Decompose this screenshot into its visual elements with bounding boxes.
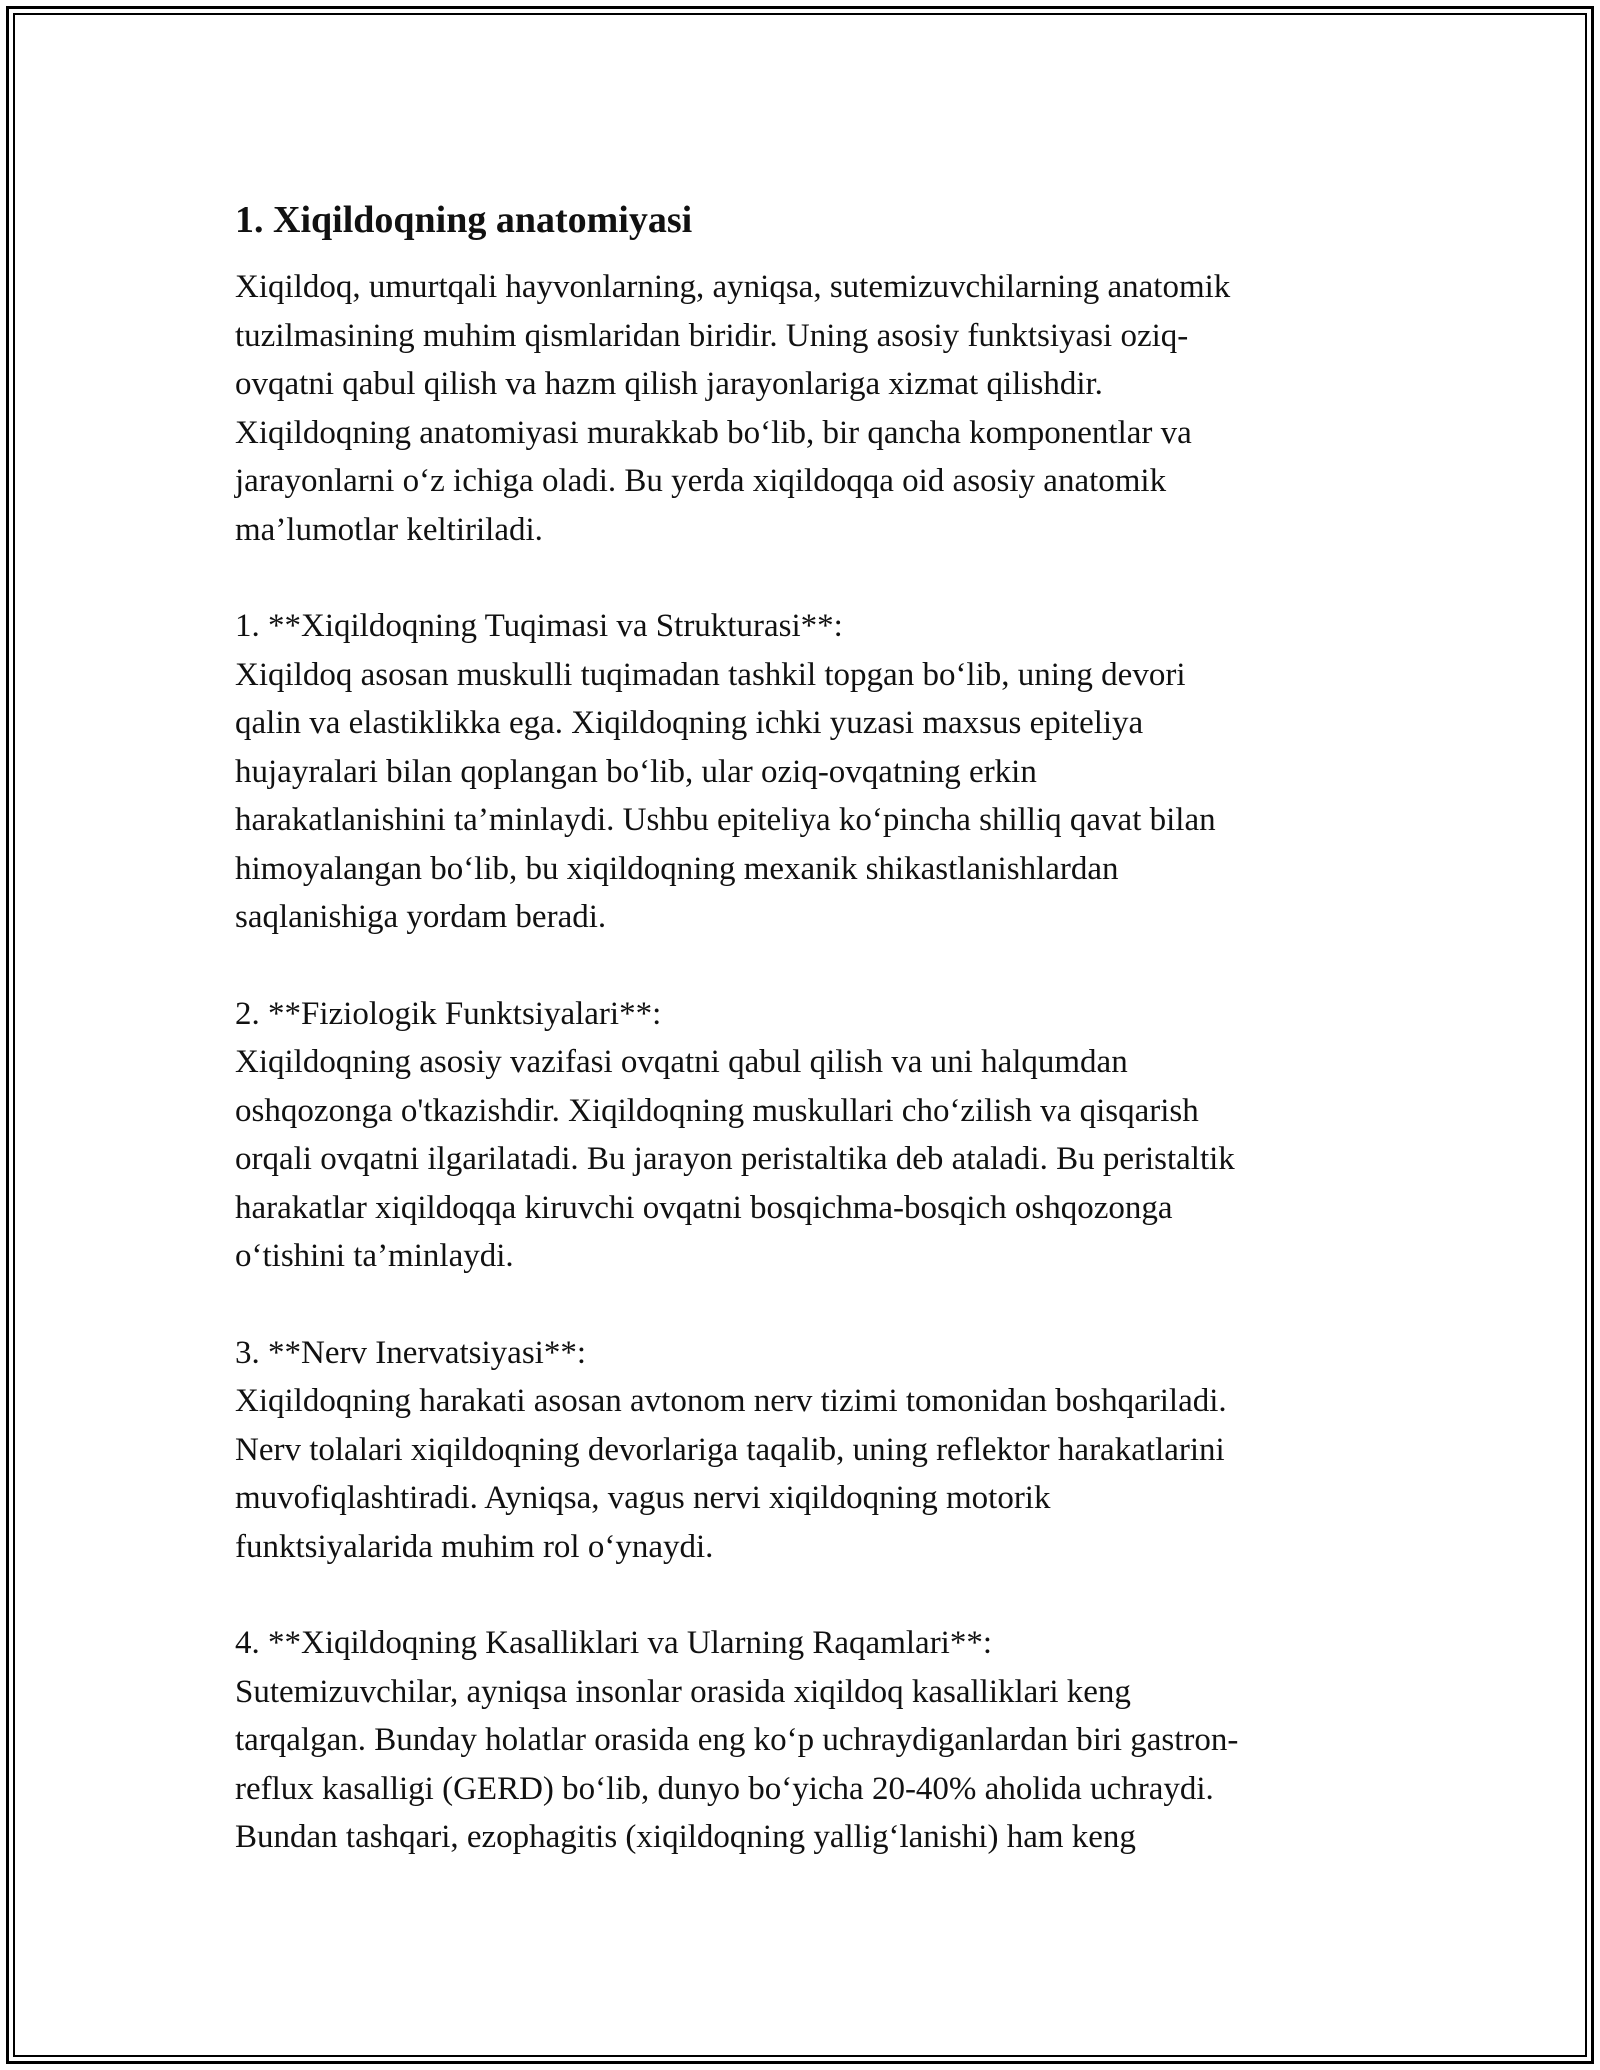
section-1-title: 1. **Xiqildoqning Tuqimasi va Strukturasi**: bbox=[235, 608, 843, 644]
document-content bbox=[235, 180, 1385, 1862]
section-4-title: 4. **Xiqildoqning Kasalliklari va Ularning Raqamlari**: bbox=[235, 1625, 993, 1661]
section-4-body: Sutemizuvchilar, ayniqsa insonlar orasida xiqildoq kasalliklari keng tarqalgan. Bunday holatlar orasida eng ko‘p uchraydiganlardan biri gastron- reflux kasalligi (GERD) bo‘lib, dunyo bo‘yicha 20-40% aholida uchraydi. Bundan tashqari, ezophagitis (xiqildoqning yallig‘lanishi) ham keng bbox=[235, 1673, 1239, 1855]
section-4 bbox=[235, 1619, 1385, 1862]
section-2-title: 2. **Fiziologik Funktsiyalari**: bbox=[235, 995, 662, 1032]
section-1 bbox=[235, 602, 1385, 942]
section-heading: 1. Xiqildoqning anatomiyasi bbox=[235, 199, 693, 241]
section-3-title: 3. **Nerv Inervatsiyasi**: bbox=[235, 1334, 586, 1371]
section-3 bbox=[235, 1329, 1385, 1572]
section-2 bbox=[235, 990, 1385, 1281]
section-3-body: Xiqildoqning harakati asosan avtonom nerv tizimi tomonidan boshqariladi. Nerv tolalari xiqildoqning devorlariga taqalib, uning reflektor harakatlarini muvofiqlashtiradi. Ayniqsa, vagus nervi xiqildoqning motorik funktsiyalarida muhim rol o‘ynaydi. bbox=[235, 1383, 1227, 1565]
section-1-body: Xiqildoq asosan muskulli tuqimadan tashkil topgan bo‘lib, uning devori qalin va elastiklikka ega. Xiqildoqning ichki yuzasi maxsus epiteliya hujayralari bilan qoplangan bo‘lib, ular oziq-ovqatning erkin harakatlanishini ta’minlaydi. Ushbu epiteliya ko‘pincha shilliq qavat bilan himoyalangan bo‘lib, bu xiqildoqning mexanik shikastlanishlardan saqlanishiga yordam beradi. bbox=[235, 656, 1216, 935]
section-2-body: Xiqildoqning asosiy vazifasi ovqatni qabul qilish va uni halqumdan oshqozonga o'tkazishdir. Xiqildoqning muskullari cho‘zilish va qisqarish orqali ovqatni ilgarilatadi. Bu jarayon peristaltika deb ataladi. Bu peristaltik harakatlar xiqildoqqa kiruvchi ovqatni bosqichma-bosqich oshqozonga o‘tishini ta’minlaydi. bbox=[235, 1044, 1235, 1274]
intro-paragraph: Xiqildoq, umurtqali hayvonlarning, ayniqsa, sutemizuvchilarning anatomik tuzilmasining muhim qismlaridan biridir. Uning asosiy funktsiyasi oziq- ovqatni qabul qilish va hazm qilish jarayonlariga xizmat qilishdir. Xiqildoqning anatomiyasi murakkab bo‘lib, bir qancha komponentlar va jarayonlarni o‘z ichiga oladi. Bu yerda xiqildoqqa oid asosiy anatomik ma’lumotlar keltiriladi. bbox=[235, 269, 1231, 548]
